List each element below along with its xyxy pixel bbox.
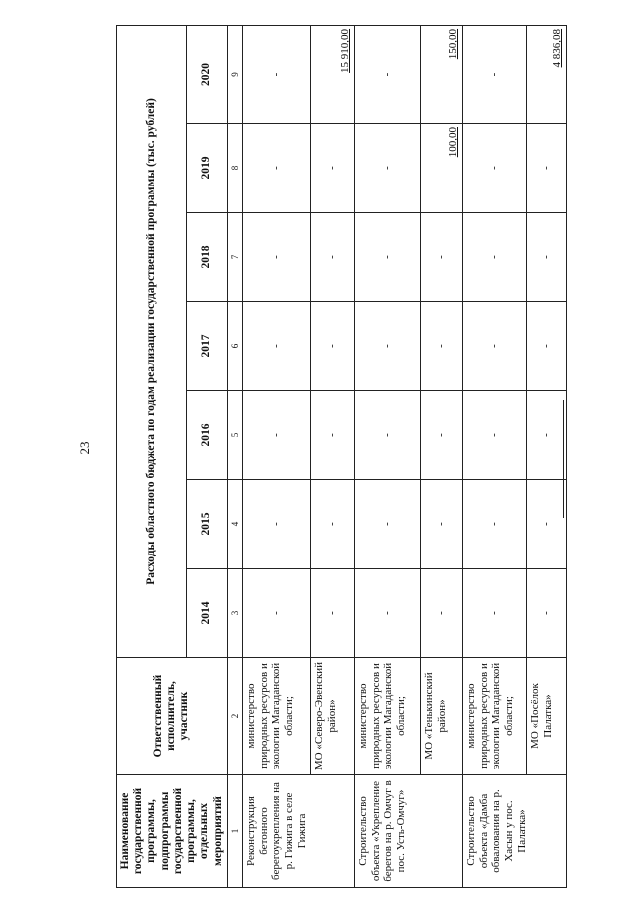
program-name-cell: Строительство объекта «Дамба обвалования на р. Хасын у пос. Палатка»: [463, 775, 567, 888]
executor-cell: министерство природных ресурсов и экологии Магаданской области;: [243, 658, 311, 775]
value-cell: 15 910,00: [311, 25, 355, 123]
header-year: 2017: [186, 302, 227, 391]
table-row: [527, 25, 567, 887]
column-numbers-row: [227, 25, 242, 887]
value-cell: -: [355, 124, 421, 213]
value-cell: -: [243, 124, 311, 213]
header-year: 2016: [186, 391, 227, 480]
value-cell: -: [355, 569, 421, 658]
value-cell: -: [527, 302, 567, 391]
column-number: 3: [227, 569, 242, 658]
value-cell: -: [243, 213, 311, 302]
value-cell: -: [311, 302, 355, 391]
budget-table: [116, 25, 567, 888]
value-cell: -: [243, 25, 311, 123]
table-row: [421, 25, 463, 887]
value-cell: -: [311, 391, 355, 480]
page-number: 23: [77, 441, 92, 455]
value-cell: -: [311, 569, 355, 658]
value-cell: -: [243, 391, 311, 480]
value-cell: -: [243, 569, 311, 658]
executor-cell: МО «Тенькинский район»: [421, 658, 463, 775]
executor-cell: министерство природных ресурсов и экологии Магаданской области;: [463, 658, 527, 775]
budget-table-rotated: [116, 28, 564, 888]
column-number: 5: [227, 391, 242, 480]
column-number: 1: [227, 775, 242, 888]
value-cell: -: [421, 391, 463, 480]
program-name-cell: Строительство объекта «Укрепление берегов на р. Омчуг в пос. Усть-Омчуг»: [355, 775, 463, 888]
value-cell: -: [243, 480, 311, 569]
value-cell: 100,00: [421, 124, 463, 213]
column-number: 2: [227, 658, 242, 775]
header-year: 2018: [186, 213, 227, 302]
table-row: [243, 25, 311, 887]
header-expenses-group: Расходы областного бюджета по годам реализации государственной программы (тыс. рублей): [117, 25, 187, 657]
value-cell: -: [355, 391, 421, 480]
value-cell: -: [527, 569, 567, 658]
header-year: 2014: [186, 569, 227, 658]
column-number: 7: [227, 213, 242, 302]
value-cell: -: [463, 569, 527, 658]
value-cell: -: [355, 25, 421, 123]
value-cell: -: [243, 302, 311, 391]
header-year: 2020: [186, 25, 227, 123]
value-cell: -: [355, 302, 421, 391]
header-executor: Ответственный исполнитель, участник: [117, 658, 228, 775]
value-cell: -: [421, 480, 463, 569]
value-cell: -: [311, 213, 355, 302]
value-cell: -: [311, 124, 355, 213]
value-cell: -: [527, 480, 567, 569]
value-cell: -: [463, 25, 527, 123]
header-year: 2019: [186, 124, 227, 213]
executor-cell: министерство природных ресурсов и экологии Магаданской области;: [355, 658, 421, 775]
value-cell: 150,00: [421, 25, 463, 123]
value-cell: -: [463, 391, 527, 480]
executor-cell: МО «Посёлок Палатка»: [527, 658, 567, 775]
value-cell: -: [311, 480, 355, 569]
column-number: 8: [227, 124, 242, 213]
value-cell: -: [421, 302, 463, 391]
column-number: 6: [227, 302, 242, 391]
value-cell: -: [463, 302, 527, 391]
value-cell: -: [421, 213, 463, 302]
value-cell: -: [463, 124, 527, 213]
column-number: 9: [227, 25, 242, 123]
value-cell: -: [421, 569, 463, 658]
value-cell: -: [527, 124, 567, 213]
value-cell: -: [527, 213, 567, 302]
table-row: [355, 25, 421, 887]
value-cell: -: [463, 213, 527, 302]
column-number: 4: [227, 480, 242, 569]
value-cell: -: [355, 213, 421, 302]
header-year: 2015: [186, 480, 227, 569]
value-cell: -: [355, 480, 421, 569]
header-program-name: Наименование государственной программы, подпрограммы государственной программы, отдельных мероприятий: [117, 775, 228, 888]
program-name-cell: Реконструкция бетонного берегоукрепления на р. Гижига в селе Гижига: [243, 775, 355, 888]
value-cell: -: [527, 391, 567, 480]
executor-cell: МО «Северо-Эвенский район»: [311, 658, 355, 775]
value-cell: -: [463, 480, 527, 569]
table-row: [311, 25, 355, 887]
table-row: [463, 25, 527, 887]
value-cell: 4 836,08: [527, 25, 567, 123]
